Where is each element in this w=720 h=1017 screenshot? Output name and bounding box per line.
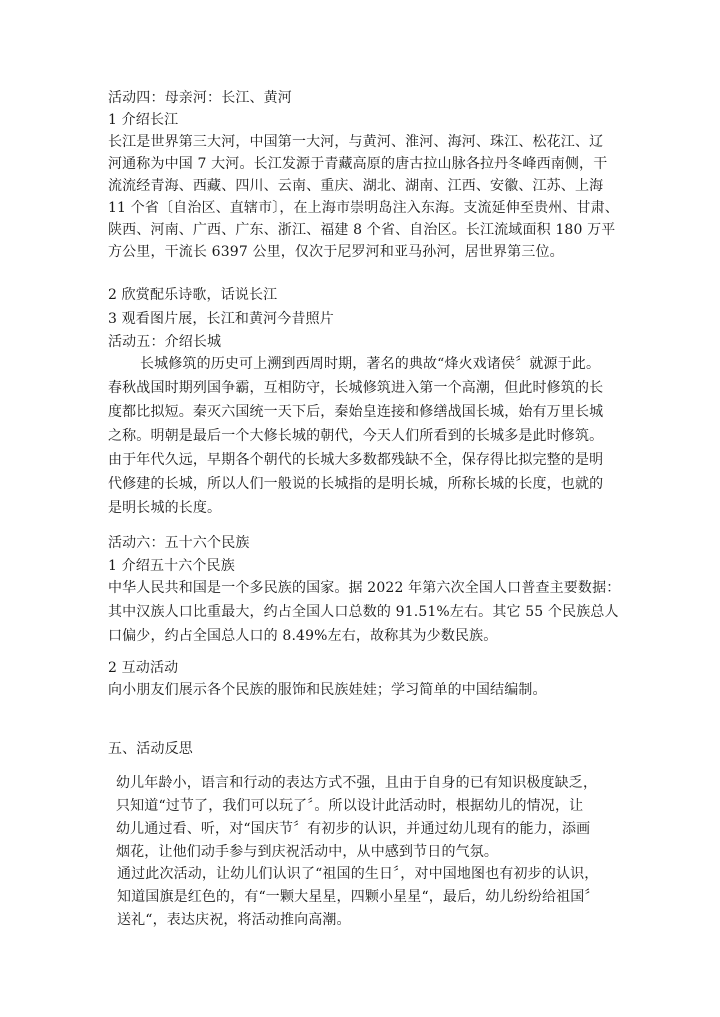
reflection-paragraph-line: 通过此次活动，让幼儿们认识了“祖国的生日〞，对中国地图也有初步的认识，	[117, 866, 599, 882]
section4-paragraph-line: 长江是世界第三大河，中国第一大河，与黄河、淮河、海河、珠江、松花江、辽	[108, 134, 604, 150]
section5-paragraph-line: 代修建的长城，所以人们一般说的长城指的是明长城，所称长城的长度，也就的	[108, 476, 604, 492]
reflection-title: 五、活动反思	[108, 741, 193, 757]
section6-item2-text: 向小朋友们展示各个民族的服饰和民族娃娃；学习简单的中国结编制。	[108, 682, 547, 698]
section6-paragraph-line: 中华人民共和国是一个多民族的国家。据 2022 年第六次全国人口普查主要数据：	[108, 580, 621, 596]
section5-paragraph-line: 度都比拟短。秦灭六国统一天下后，秦始皇连接和修缮战国长城，始有万里长城	[108, 404, 604, 420]
section6-title: 活动六：五十六个民族	[108, 535, 250, 551]
section5-paragraph-line: 之称。明朝是最后一个大修长城的朝代，今天人们所看到的长城多是此时修筑。	[108, 428, 604, 444]
section5-paragraph-line: 春秋战国时期列国争霸，互相防守，长城修筑进入第一个高潮，但此时修筑的长	[108, 380, 604, 396]
reflection-paragraph-line: 烟花，让他们动手参与到庆祝活动中，从中感到节日的气氛。	[116, 844, 499, 860]
section4-paragraph-line: 流流经青海、西藏、四川、云南、重庆、湖北、湖南、江西、安徽、江苏、上海	[108, 178, 604, 194]
section6-paragraph-line: 口偏少，约占全国总人口的 8.49%左右，故称其为少数民族。	[108, 628, 498, 644]
section5-paragraph-line: 由于年代久远，早期各个朝代的长城大多数都残缺不全，保存得比拟完整的是明	[108, 452, 604, 468]
section4-paragraph-line: 陕西、河南、广西、广东、浙江、福建 8 个省、自治区。长江流域面积 180 万平	[108, 222, 616, 238]
section4-paragraph-line: 方公里，干流长 6397 公里，仅次于尼罗河和亚马孙河，居世界第三位。	[108, 244, 564, 260]
section4-item2: 2 欣赏配乐诗歌，话说长江	[108, 287, 278, 303]
section4-title: 活动四：母亲河：长江、黄河	[108, 90, 292, 106]
section4-item1-title: 1 介绍长江	[108, 112, 179, 128]
reflection-paragraph-line: 幼儿年龄小，语言和行动的表达方式不强，且由于自身的已有知识极度缺乏，	[116, 775, 598, 791]
section6-item2-title: 2 互动活动	[108, 660, 179, 676]
reflection-paragraph-line: 知道国旗是红色的，有“一颗大星星，四颗小星星“，最后，幼儿纷纷给祖国〞	[117, 889, 599, 905]
section5-paragraph-line: 是明长城的长度。	[108, 500, 222, 516]
section4-paragraph-line: 11 个省〔自治区、直辖市〕，在上海市崇明岛注入东海。支流延伸至贵州、甘肃、	[108, 200, 619, 216]
section5-title: 活动五：介绍长城	[108, 334, 222, 350]
reflection-paragraph-line: 只知道“过节了，我们可以玩了〞。所以设计此活动时，根据幼儿的情况，让	[116, 798, 584, 814]
section6-item1-title: 1 介绍五十六个民族	[108, 558, 235, 574]
reflection-paragraph-line: 幼儿通过看、听，对“国庆节〞有初步的认识，并通过幼儿现有的能力，添画	[116, 821, 591, 837]
section5-paragraph-line: 长城修筑的历史可上溯到西周时期，著名的典故“烽火戏诸侯〞就源于此。	[140, 356, 601, 372]
section4-item3: 3 观看图片展，长江和黄河今昔照片	[108, 311, 334, 327]
section6-paragraph-line: 其中汉族人口比重最大，约占全国人口总数的 91.51%左右。其它 55 个民族总人	[108, 604, 619, 620]
section4-paragraph-line: 河通称为中国 7 大河。长江发源于青藏高原的唐古拉山脉各拉丹冬峰西南侧，干	[108, 156, 608, 172]
reflection-paragraph-line: 送礼“，表达庆祝，将活动推向高潮。	[117, 912, 351, 928]
